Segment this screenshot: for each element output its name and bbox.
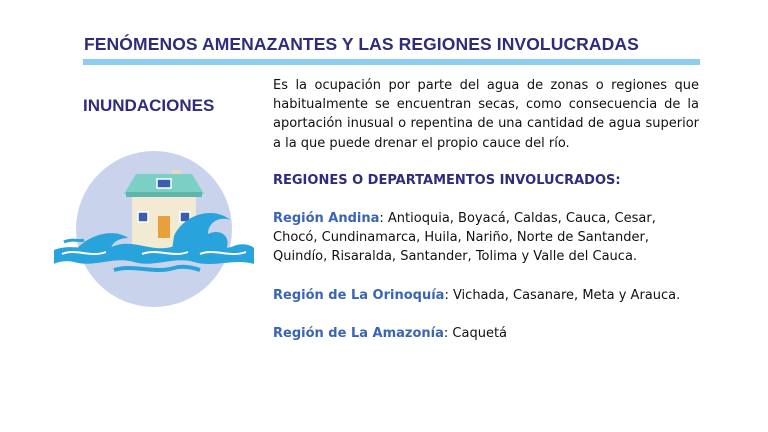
region-name: Región Andina [273,211,380,227]
region-name: Región de La Orinoquía [273,287,445,303]
flooded-house-icon [54,150,254,310]
region-departments: : Caquetá [443,325,508,341]
region-name: Región de La Amazonía [273,325,444,341]
region-andina [273,209,699,267]
title-underline [83,59,700,65]
content-column [273,76,699,343]
page-title: FENÓMENOS AMENAZANTES Y LAS REGIONES INVOLUCRADAS [84,34,639,54]
regions-heading: REGIONES O DEPARTAMENTOS INVOLUCRADOS: [273,172,621,188]
region-departments: : Antioquia, Boyacá, Caldas, Cauca, Cesar, Chocó, Cundinamarca, Huila, Nariño, Norte de Santander, Quindío, Risaralda, Santander, Tolima y Valle del Cauca. [273,211,656,265]
house-window [138,212,148,222]
region-orinoquia [273,286,699,305]
section-heading: INUNDACIONES [83,96,215,115]
region-departments: : Vichada, Casanare, Meta y Arauca. [444,287,681,303]
house-door [158,216,170,238]
definition-text: Es la ocupación por parte del agua de zonas o regiones que habitualmente se encuentran secas, como consecuencia de la aportación inusual o repentina de una cantidad de agua superior a la que puede drenar el propio cauce del río. [273,78,699,151]
water-ripple [64,240,84,242]
region-amazonia [273,324,699,343]
house-attic-window [157,179,171,188]
house-roof-trim [126,192,202,197]
